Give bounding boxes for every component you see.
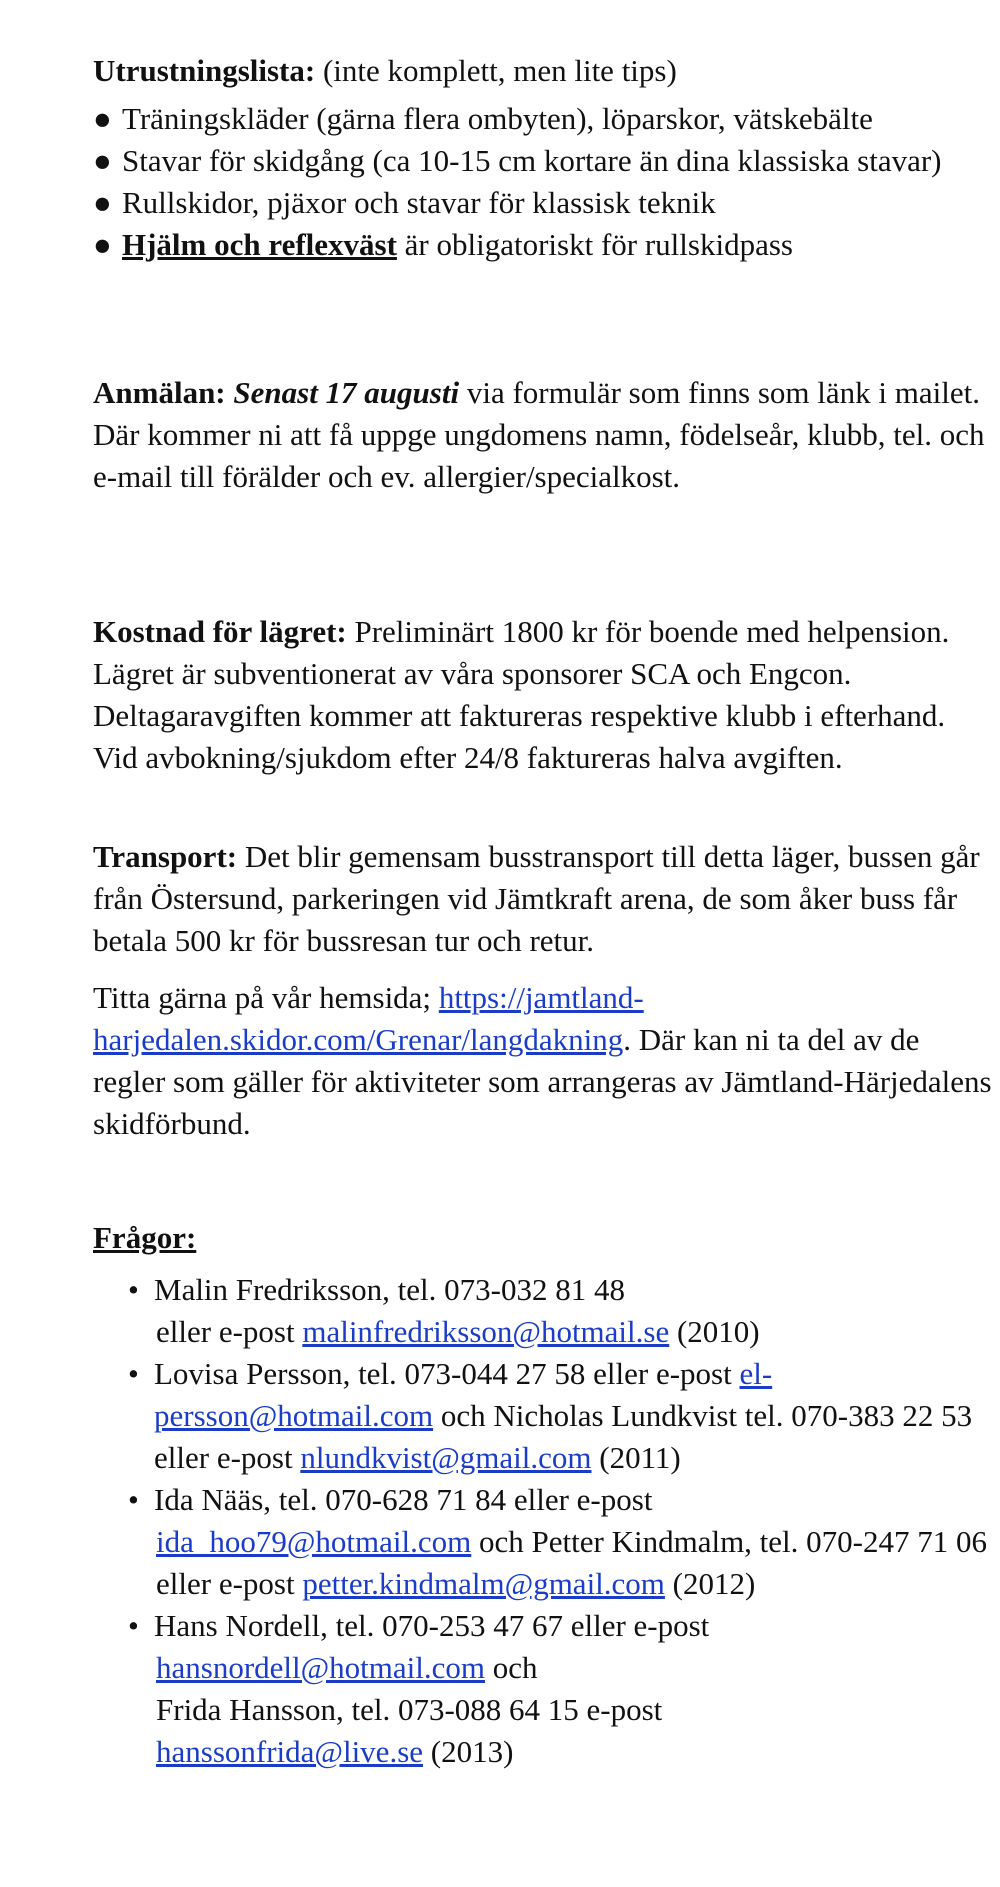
bullet-icon: •: [128, 1608, 139, 1643]
transport-text: Det blir gemensam busstransport till detta läger, bussen går från Östersund, parkeringen vid Jämtkraft arena, de som åker buss får betala 500 kr för bussresan tur och retur.: [93, 839, 980, 958]
bullet-icon: •: [128, 1482, 139, 1517]
website-text-pre: Titta gärna på vår hemsida;: [93, 980, 439, 1015]
contact-text: och: [485, 1650, 538, 1685]
helmet-vest-emphasis: Hjälm och reflexväst: [122, 227, 397, 262]
list-item-text: är obligatoriskt för rullskidpass: [396, 227, 793, 262]
contact-text: eller e-post: [156, 1314, 303, 1349]
bullet-icon: ●: [93, 143, 112, 178]
contact-year: (2010): [669, 1314, 760, 1349]
contact-line: Ida Nääs, tel. 070-628 71 84 eller e-post: [154, 1482, 653, 1517]
signup-deadline: Senast 17 augusti: [233, 375, 460, 410]
bullet-icon: ●: [93, 185, 112, 220]
website-link[interactable]: https://jamtland-harjedalen.skidor.com/Grenar/langdakning: [93, 980, 644, 1057]
list-item: [93, 224, 993, 266]
contacts-list: [93, 1269, 993, 1773]
bullet-icon: ●: [93, 227, 112, 262]
email-link[interactable]: ida_hoo79@hotmail.com: [156, 1524, 472, 1559]
list-item: [93, 1479, 993, 1605]
contact-text: och Nicholas Lundkvist tel. 070-383 22 53 eller e-post: [154, 1398, 973, 1475]
cost-text: Preliminärt 1800 kr för boende med helpension. Lägret är subventionerat av våra sponsorer SCA och Engcon. Deltagaravgiften kommer att faktureras respektive klubb i efterhand. Vid avbokning/sjukdom efter 24/8 faktureras halva avgiften.: [93, 614, 950, 775]
questions-title: [93, 1217, 993, 1259]
cost-paragraph: [93, 611, 993, 779]
contact-line: Hans Nordell, tel. 070-253 47 67 eller e-post: [154, 1608, 710, 1643]
equipment-section: [93, 50, 993, 266]
signup-text: via formulär som finns som länk i mailet. Där kommer ni att få uppge ungdomens namn, födelseår, klubb, tel. och e-mail till förälder och ev. allergier/specialkost.: [93, 375, 985, 494]
list-item: [93, 98, 993, 140]
signup-label: Anmälan:: [93, 375, 226, 410]
equipment-title: [93, 50, 993, 92]
contact-continuation: [154, 1731, 993, 1773]
contact-year: (2012): [664, 1566, 756, 1601]
list-item: [93, 140, 993, 182]
contact-line: Malin Fredriksson, tel. 073-032 81 48: [154, 1272, 625, 1307]
website-section: [93, 977, 993, 1145]
contact-line: Frida Hansson, tel. 073-088 64 15 e-post: [156, 1692, 663, 1727]
contact-continuation: [154, 1311, 993, 1353]
transport-section: [93, 836, 993, 962]
email-link[interactable]: petter.kindmalm@gmail.com: [302, 1566, 665, 1601]
list-item-text: Stavar för skidgång (ca 10-15 cm kortare än dina klassiska stavar): [122, 143, 942, 178]
contact-year: (2011): [591, 1440, 681, 1475]
contact-continuation: [154, 1521, 993, 1605]
cost-label: Kostnad för lägret:: [93, 614, 347, 649]
list-item: [93, 182, 993, 224]
transport-label: Transport:: [93, 839, 238, 874]
list-item: [93, 1353, 993, 1479]
list-item: [93, 1605, 993, 1773]
website-text-post: . Där kan ni ta del av de regler som gäller för aktiviteter som arrangeras av Jämtland-Härjedalens skidförbund.: [93, 1022, 992, 1141]
list-item: [93, 1269, 993, 1353]
list-item-text: Rullskidor, pjäxor och stavar för klassisk teknik: [122, 185, 716, 220]
cost-section: [93, 611, 993, 779]
bullet-icon: ●: [93, 101, 112, 136]
equipment-heading: Utrustningslista:: [93, 53, 316, 88]
contact-text: och Petter Kindmalm, tel. 070-247 71 06 eller e-post: [156, 1524, 987, 1601]
signup-section: [93, 372, 993, 498]
contact-year: (2013): [423, 1734, 514, 1769]
questions-heading: Frågor:: [93, 1220, 197, 1255]
questions-section: [93, 1217, 993, 1773]
website-paragraph: [93, 977, 993, 1145]
contact-continuation: [154, 1647, 993, 1689]
bullet-icon: •: [128, 1272, 139, 1307]
email-link[interactable]: hansnordell@hotmail.com: [156, 1650, 486, 1685]
list-item-text: Träningskläder (gärna flera ombyten), löparskor, vätskebälte: [122, 101, 873, 136]
email-link[interactable]: nlundkvist@gmail.com: [300, 1440, 592, 1475]
signup-paragraph: [93, 372, 993, 498]
contact-text: Lovisa Persson, tel. 073-044 27 58 eller e-post: [154, 1356, 740, 1391]
equipment-list: [93, 98, 993, 266]
transport-paragraph: [93, 836, 993, 962]
email-link[interactable]: hanssonfrida@live.se: [156, 1734, 424, 1769]
email-link[interactable]: malinfredriksson@hotmail.se: [302, 1314, 670, 1349]
email-link[interactable]: el-persson@hotmail.com: [154, 1356, 773, 1433]
bullet-icon: •: [128, 1356, 139, 1391]
equipment-subheading: (inte komplett, men lite tips): [322, 53, 677, 88]
